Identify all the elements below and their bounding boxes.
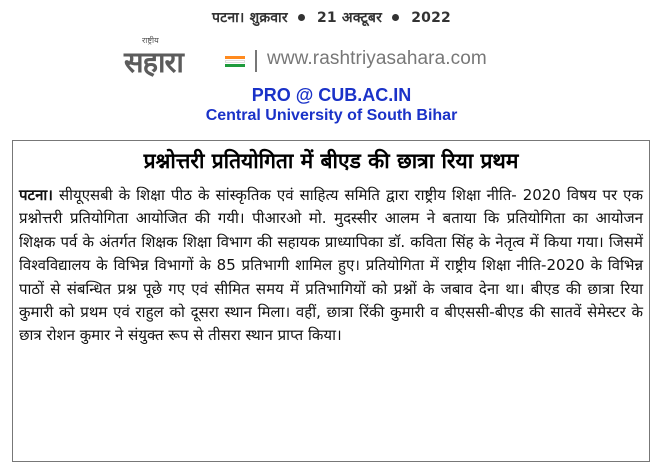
article-place: पटना। xyxy=(19,186,53,204)
pro-credit: PRO @ CUB.AC.IN xyxy=(251,85,412,105)
article-box xyxy=(12,140,650,462)
logo-subtitle: राष्ट्रीय xyxy=(142,36,159,45)
divider xyxy=(255,50,257,72)
masthead xyxy=(122,38,542,78)
flag-icon xyxy=(225,56,245,66)
article-body xyxy=(19,184,643,348)
bullet-icon xyxy=(298,14,305,21)
university-credit: Central University of South Bihar xyxy=(205,107,458,124)
dateline-day: शुक्रवार xyxy=(249,10,288,26)
newspaper-logo: सहारा xyxy=(124,45,183,79)
dateline-date: 21 अक्टूबर xyxy=(316,10,383,26)
dateline-year: 2022 xyxy=(411,10,451,26)
article-text: सीयूएसबी के शिक्षा पीठ के सांस्कृतिक एवं साहित्य समिति द्वारा राष्ट्रीय शिक्षा नीति- 2020 विषय पर एक प्रश्नोत्तरी प्रतियोगिता आयोजित की गयी। पीआरओ मो. मुदस्सीर आलम ने बताया कि प्रतियोगिता का आयोजन शिक्षक पर्व के अंतर्गत शिक्षक शिक्षा विभाग की सहायक प्राध्यापिका डॉ. कविता सिंह के नेतृत्व में किया गया। जिसमें विश्वविद्यालय के विभिन्न विभागों के 85 प्रतिभागी शामिल हुए। प्रतियोगिता में राष्ट्रीय शिक्षा नीति-2020 के विभिन्न पाठों से संबन्धित प्रश्न पूछे गए एवं सीमित समय में प्रतिभागियों को प्रश्नों के जबाव देना था। बीएड की छात्रा रिया कुमारी को प्रथम एवं राहुल को दूसरा स्थान मिला। वहीं, छात्रा रिंकी कुमारी व बीएससी-बीएड की सातवें सेमेस्टर के छात्र रोशन कुमार ने संयुक्त रूप से तीसरा स्थान प्राप्त किया। xyxy=(19,186,643,345)
dateline xyxy=(212,8,451,27)
dateline-city: पटना। xyxy=(212,10,245,26)
article-headline: प्रश्नोत्तरी प्रतियोगिता में बीएड की छात्रा रिया प्रथम xyxy=(143,149,519,173)
bullet-icon xyxy=(392,14,399,21)
website-url: www.rashtriyasahara.com xyxy=(267,48,487,69)
